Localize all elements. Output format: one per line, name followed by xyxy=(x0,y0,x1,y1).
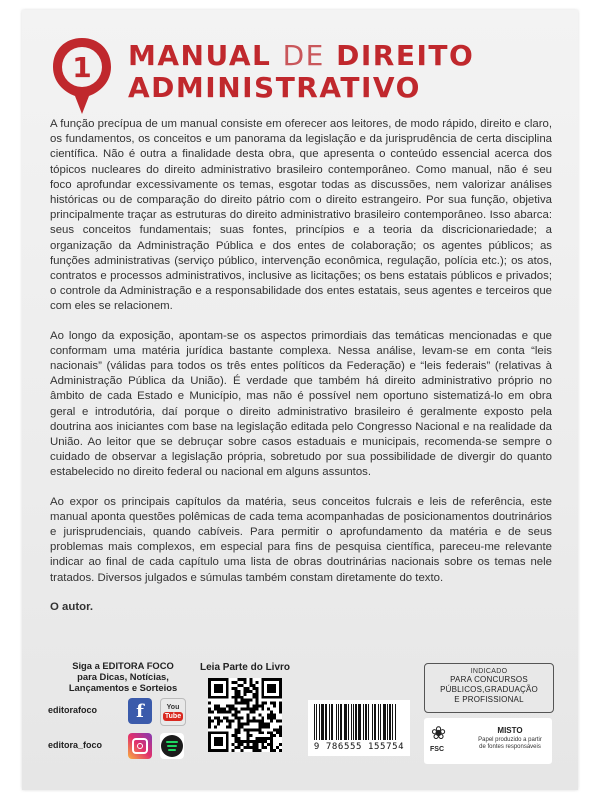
recommended-line: PARA CONCURSOS xyxy=(450,675,528,684)
social-heading-line: Siga a EDITORA FOCO xyxy=(72,660,174,671)
recommended-line: PÚBLICOS,GRADUAÇÃO xyxy=(440,685,538,694)
title-word-de: DE xyxy=(282,39,325,72)
youtube-icon[interactable] xyxy=(160,698,186,726)
social-heading-line: Lançamentos e Sorteios xyxy=(68,682,178,693)
paragraph-3: Ao expor os principais capítulos da matéria, seus conceitos fulcrais e leis de referência, este manual aponta questões polêmicas de cada tema acompanhadas de posicionamentos doutrinários e jurisprudenciais, quando cabíveis. Para permitir o aprofundamento da matéria e de seus problemas mais complexos, em especial para fins de pesquisa científica, pareceu-me relevante indicar ao final de cada capítulo uma lista de obras doutrinárias nacionais sobre os temas nele tratados. Diversos julgados e súmulas também constam diretamente do texto. xyxy=(50,495,552,584)
paragraph-1: A função precípua de um manual consiste em oferecer aos leitores, de modo rápido, direito e claro, os fundamentos, os conceitos e um panorama da legislação e da jurisprudência de certa disciplina científica. Não é outra a finalidade desta obra, que apresenta o conteúdo essencial acerca dos tópicos nucleares do direito administrativo brasileiro contemporâneo. Como manual, não é seu foco aprofundar excessivamente os temas, esgotar todas as discussões, nem valorizar análises históricas ou de comparação do direito pátrio com o direito estrangeiro. Por sua função, objetiva principalmente traçar as estruturas do direito administrativo brasileiro contemporâneo. Isso abarca: seus conceitos fundamentais; suas fontes, princípios e a teoria da discricionariedade; a organização da Administração Pública e dos entes de colaboração; os agentes públicos; as funções administrativas (serviço público, intervenção econômica, regulação, polícia etc.); os atos, contratos e processos administrativos, inclusive as licitações; os bens estatais públicos e privados; o controle da Administração e a responsabilidade dos entes estatais, seus agentes e terceiros que com eles se relacionem. xyxy=(50,118,552,313)
social-heading xyxy=(48,660,198,693)
title-word-manual: MANUAL xyxy=(128,39,272,72)
synopsis xyxy=(50,117,552,629)
social-handle: editorafoco xyxy=(48,705,98,715)
youtube-you-text: You xyxy=(166,703,180,711)
fsc-description xyxy=(470,737,550,751)
recommended-badge xyxy=(424,663,554,713)
title-line-2: ADMINISTRATIVO xyxy=(128,71,421,104)
header xyxy=(48,32,488,116)
social-heading-line: para Dicas, Notícias, xyxy=(77,671,169,682)
facebook-icon[interactable]: f xyxy=(128,698,152,724)
fsc-label: FSC xyxy=(430,746,444,753)
map-pin-icon xyxy=(50,36,114,116)
spotify-icon[interactable] xyxy=(160,733,184,759)
recommended-label: INDICADO xyxy=(470,668,508,675)
header-number: 1 xyxy=(72,51,92,84)
youtube-tube-text: Tube xyxy=(164,712,182,720)
fsc-description-line: Papel produzido a partir xyxy=(478,737,542,743)
isbn-number: 9 786555 155754 xyxy=(313,742,405,752)
title-word-direito: DIREITO xyxy=(336,39,475,72)
book-title xyxy=(128,40,474,104)
fsc-certification xyxy=(424,718,552,764)
social-row-facebook-youtube xyxy=(48,698,198,724)
fsc-tree-icon: ❀ xyxy=(431,723,447,743)
fsc-misto: MISTO xyxy=(497,726,523,735)
social-handle: editora_foco xyxy=(48,740,103,750)
paragraph-2: Ao longo da exposição, apontam-se os aspectos primordiais das temáticas mencionadas e que conformam uma matéria jurídica bastante complexa. Nessa análise, levam-se em conta “leis nacionais” (válidas para todos os três entes políticos da Federação) e “leis federais” (relativas à Administração Pública da União). É verdade que também há direito administrativo próprio no âmbito de cada Estado e Município, mas não é possível nem oportuno sistematizá-lo em obra geral e introdutória, daí porque o direito administrativo brasileiro é geralmente exposto pela doutrina aos iniciantes com base na legislação editada pelo Congresso Nacional e na realidade da União. Ao leitor que se debruçar sobre casos estaduais e municipais, recomenda-se sempre o cuidado de observar a legislação própria, sobretudo por sua possibilidade de divergir do quanto estabelecido no direito federal ou nacional em alguns assuntos. xyxy=(50,329,552,479)
qr-code[interactable] xyxy=(208,678,282,752)
author-signature: O autor. xyxy=(50,600,94,613)
recommended-line: E PROFISSIONAL xyxy=(454,695,524,704)
fsc-description-line: de fontes responsáveis xyxy=(479,744,541,750)
read-excerpt-label: Leia Parte do Livro xyxy=(200,662,291,673)
isbn-barcode xyxy=(312,704,406,740)
instagram-icon[interactable] xyxy=(128,733,152,759)
social-row-instagram-spotify xyxy=(48,733,198,759)
